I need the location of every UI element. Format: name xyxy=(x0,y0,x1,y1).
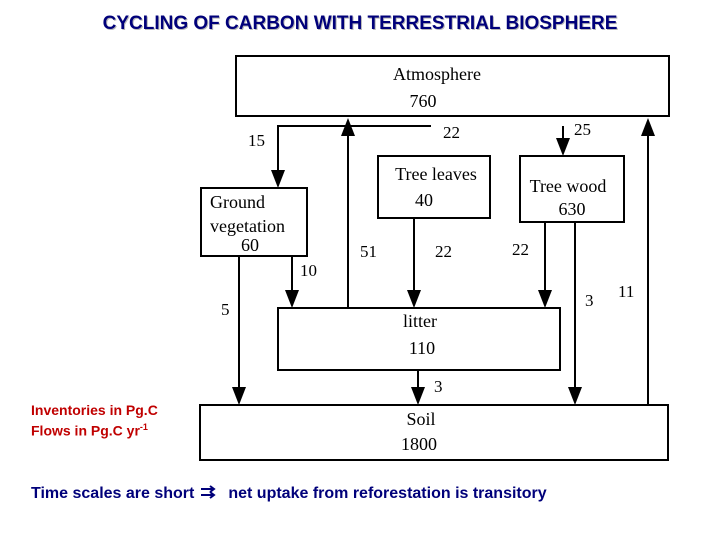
tree-wood-label: Tree wood xyxy=(529,176,607,196)
diagram-title: CYCLING OF CARBON WITH TERRESTRIAL BIOSPHERE xyxy=(102,13,618,34)
litter-label: litter xyxy=(403,311,437,331)
soil-value: 1800 xyxy=(401,434,437,454)
double-arrow-icon xyxy=(200,485,218,503)
atmosphere-label: Atmosphere xyxy=(393,64,481,84)
flow-atm-to-wood-head xyxy=(556,138,570,156)
flow-litter-to-soil-head xyxy=(411,387,425,405)
ground-vegetation-value: 60 xyxy=(241,235,259,255)
footer-left-text: Time scales are short xyxy=(31,485,195,502)
flow-wood-to-litter-head xyxy=(538,290,552,308)
flow-label-leaves-to-atm: 22 xyxy=(443,123,460,142)
flow-label-atm-to-ground: 15 xyxy=(248,131,265,150)
flow-soil-to-atm-head xyxy=(641,118,655,136)
litter-value: 110 xyxy=(408,338,436,358)
flow-wood-to-soil-head xyxy=(568,387,582,405)
atmosphere-value: 760 xyxy=(409,91,437,111)
flow-label-atm-to-wood: 25 xyxy=(574,120,591,139)
legend-flows-text: Flows in Pg.C yr xyxy=(31,422,140,439)
soil-label: Soil xyxy=(406,409,436,429)
footer-statement xyxy=(31,485,547,503)
flow-label-ground-to-soil: 5 xyxy=(221,300,230,319)
tree-wood-value: 630 xyxy=(558,199,586,219)
flow-label-leaves-to-litter: 22 xyxy=(435,242,452,261)
legend-flows-exponent: -1 xyxy=(139,422,148,432)
flow-label-ground-to-litter: 10 xyxy=(300,261,317,280)
legend-flows xyxy=(31,419,158,440)
flow-label-wood-to-soil: 3 xyxy=(585,291,594,310)
flow-label-soil-to-atm: 11 xyxy=(618,282,635,301)
flow-ground-to-litter-head xyxy=(285,290,299,308)
flow-ground-to-soil-head xyxy=(232,387,246,405)
units-legend xyxy=(31,402,158,440)
flow-label-wood-to-litter: 22 xyxy=(512,240,529,259)
tree-leaves-value: 40 xyxy=(415,190,433,210)
ground-vegetation-label-2: vegetation xyxy=(210,216,285,236)
legend-inventories: Inventories in Pg.C xyxy=(31,402,158,418)
flow-label-litter-to-atm: 51 xyxy=(360,242,377,261)
tree-leaves-label: Tree leaves xyxy=(395,164,477,184)
flow-leaves-to-litter-head xyxy=(407,290,421,308)
ground-vegetation-label-1: Ground xyxy=(210,192,265,212)
flow-atm-to-ground-head xyxy=(271,170,285,188)
footer-right-text: net uptake from reforestation is transitory xyxy=(228,485,547,502)
flow-label-litter-to-soil: 3 xyxy=(434,377,443,396)
